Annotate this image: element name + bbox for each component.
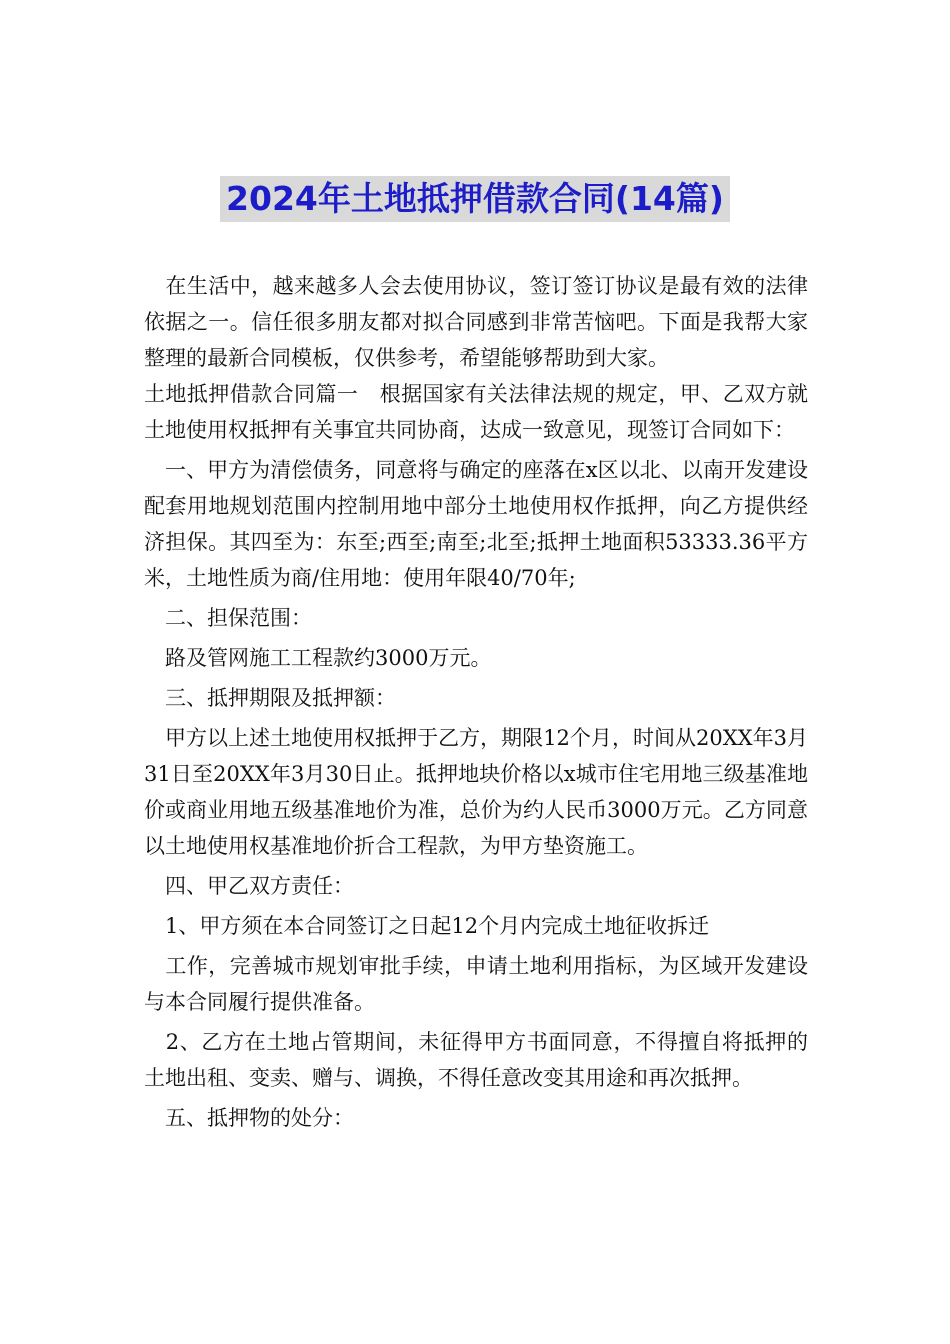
paragraph-clause-4-item-2: 2、乙方在土地占管期间，未征得甲方书面同意，不得擅自将抵押的土地出租、变卖、赠与、调换，不得任意改变其用途和再次抵押。 [144, 1030, 808, 1090]
paragraph-intro: 在生活中，越来越多人会去使用协议，签订签订协议是最有效的法律依据之一。信任很多朋友都对拟合同感到非常苦恼吧。下面是我帮大家整理的最新合同模板，仅供参考，希望能够帮助到大家。 [144, 274, 808, 370]
paragraph-clause-5-heading: 五、抵押物的处分： [144, 1106, 354, 1130]
paragraph-contract-opening: 土地抵押借款合同篇一 根据国家有关法律法规的规定，甲、乙双方就土地使用权抵押有关事宜共同协商，达成一致意见，现签订合同如下： [144, 382, 808, 442]
paragraph-clause-3-heading: 三、抵押期限及抵押额： [144, 686, 396, 710]
title-wrap [0, 176, 950, 222]
document-title: 2024年土地抵押借款合同(14篇) [220, 176, 730, 222]
paragraph-clause-4-heading: 四、甲乙双方责任： [144, 874, 354, 898]
paragraph-clause-1: 一、甲方为清偿债务，同意将与确定的座落在x区以北、以南开发建设配套用地规划范围内控制用地中部分土地使用权作抵押，向乙方提供经济担保。其四至为：东至;西至;南至;北至;抵押土地面积53333.36平方米，土地性质为商/住用地：使用年限40/70年; [144, 458, 808, 590]
document-body [144, 268, 808, 1136]
paragraph-clause-3-text: 甲方以上述土地使用权抵押于乙方，期限12个月，时间从20XX年3月31日至20XX年3月30日止。抵押地块价格以x城市住宅用地三级基准地价或商业用地五级基准地价为准，总价为约人民币3000万元。乙方同意以土地使用权基准地价折合工程款，为甲方垫资施工。 [144, 726, 808, 858]
paragraph-clause-2-text: 路及管网施工工程款约3000万元。 [144, 646, 492, 670]
paragraph-clause-4-item-1-cont: 工作，完善城市规划审批手续，申请土地利用指标，为区域开发建设与本合同履行提供准备。 [144, 954, 808, 1014]
paragraph-clause-4-item-1: 1、甲方须在本合同签订之日起12个月内完成土地征收拆迁 [144, 914, 710, 938]
paragraph-clause-2-heading: 二、担保范围： [144, 606, 312, 630]
